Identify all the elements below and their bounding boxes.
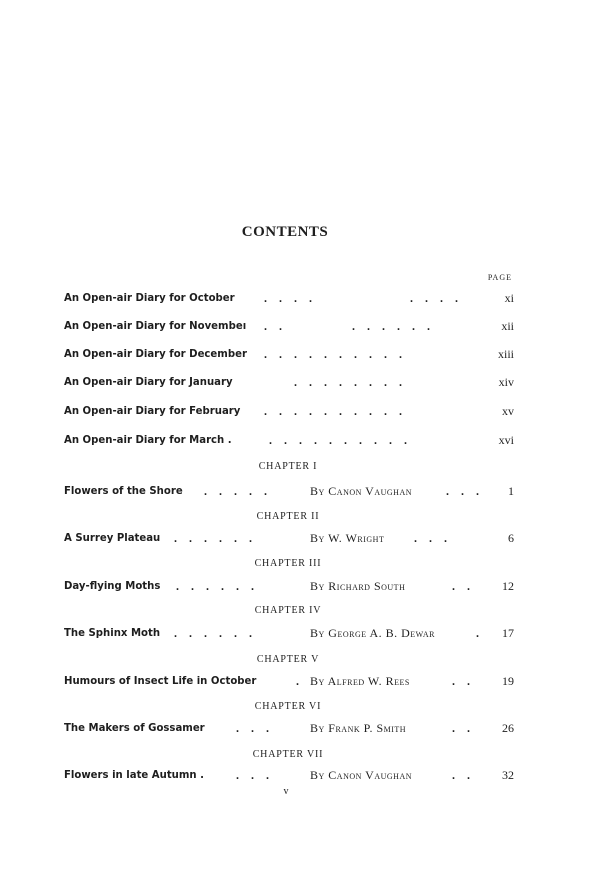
leader-dots: . .: [452, 768, 470, 782]
toc-entry-diary-march[interactable]: [64, 432, 514, 448]
toc-entry-chapter-2[interactable]: [64, 530, 514, 546]
entry-page: 19: [502, 674, 514, 688]
entry-page: xii: [501, 319, 514, 333]
entry-page: xiv: [498, 375, 514, 389]
entry-author: By Richard South: [310, 579, 406, 593]
leader-dots: .: [476, 626, 479, 640]
toc-entry-chapter-7[interactable]: [64, 767, 514, 783]
leader-dots: . .: [452, 579, 470, 593]
leader-dots: . . . . . .: [352, 319, 430, 333]
chapter-label: CHAPTER I: [258, 461, 318, 472]
toc-entry-diary-november[interactable]: [64, 318, 514, 334]
entry-title: An Open-air Diary for January: [64, 375, 233, 388]
leader-dots: . . . . . . . . . .: [269, 433, 407, 447]
toc-entry-chapter-6[interactable]: [64, 720, 514, 736]
leader-dots: . . . . . .: [174, 626, 252, 640]
leader-dots: . . . .: [410, 291, 458, 305]
chapter-label: CHAPTER VII: [252, 749, 324, 760]
chapter-label: CHAPTER VI: [254, 701, 322, 712]
entry-title: The Makers of Gossamer: [64, 721, 205, 734]
leader-dots: . . . . .: [204, 484, 267, 498]
entry-author: By George A. B. Dewar: [310, 626, 435, 640]
leader-dots: . . . . . .: [176, 579, 254, 593]
entry-page: 12: [502, 579, 514, 593]
chapter-label: CHAPTER IV: [254, 605, 322, 616]
page-column-label: PAGE: [487, 273, 512, 282]
entry-title: An Open-air Diary for December: [64, 347, 247, 360]
entry-author: By Canon Vaughan: [310, 484, 413, 498]
entry-author: By W. Wright: [310, 531, 385, 545]
entry-page: 6: [508, 531, 514, 545]
toc-entry-chapter-1[interactable]: [64, 483, 514, 499]
chapter-label: CHAPTER II: [256, 511, 320, 522]
entry-author: By Canon Vaughan: [310, 768, 413, 782]
leader-dots: . . . . . .: [174, 531, 252, 545]
leader-dots: .: [296, 674, 299, 688]
entry-title: An Open-air Diary for Novembeı: [64, 319, 247, 332]
toc-entry-chapter-4[interactable]: [64, 625, 514, 641]
leader-dots: . . . .: [264, 291, 312, 305]
entry-page: 32: [502, 768, 514, 782]
leader-dots: . . .: [414, 531, 447, 545]
entry-title: An Open-air Diary for October: [64, 291, 235, 304]
entry-author: By Frank P. Smith: [310, 721, 407, 735]
toc-entry-diary-october[interactable]: [64, 290, 514, 306]
leader-dots: . . .: [236, 768, 269, 782]
entry-title: An Open-air Diary for February: [64, 404, 241, 417]
page-title: CONTENTS: [241, 224, 329, 240]
entry-title: An Open-air Diary for March .: [64, 433, 232, 446]
toc-entry-chapter-3[interactable]: [64, 578, 514, 594]
leader-dots: . . . . . . . . . .: [264, 404, 402, 418]
entry-page: xi: [504, 291, 514, 305]
entry-page: 1: [508, 484, 514, 498]
leader-dots: . . . . . . . . . .: [264, 347, 402, 361]
entry-title: A Surrey Plateau: [64, 531, 161, 544]
entry-page: xiii: [497, 347, 514, 361]
entry-title: Humours of Insect Life in October: [64, 674, 257, 687]
entry-page: xvi: [498, 433, 514, 447]
leader-dots: . . . . . . . .: [294, 375, 402, 389]
leader-dots: . .: [452, 721, 470, 735]
chapter-label: CHAPTER V: [256, 654, 320, 665]
entry-page: 17: [502, 626, 514, 640]
chapter-label: CHAPTER III: [254, 558, 322, 569]
toc-entry-chapter-5[interactable]: [64, 673, 514, 689]
leader-dots: . . .: [446, 484, 479, 498]
leader-dots: . . .: [236, 721, 269, 735]
leader-dots: . .: [264, 319, 282, 333]
toc-entry-diary-january[interactable]: [64, 374, 514, 390]
entry-title: Flowers of the Shore: [64, 484, 183, 497]
entry-page: xv: [502, 404, 514, 418]
entry-title: Day-flying Moths: [64, 579, 161, 592]
entry-author: By Alfred W. Rees: [310, 674, 410, 688]
entry-title: The Sphinx Moth: [64, 626, 161, 639]
page-folio: v: [283, 786, 289, 797]
toc-entry-diary-december[interactable]: [64, 346, 514, 362]
entry-page: 26: [502, 721, 514, 735]
toc-entry-diary-february[interactable]: [64, 403, 514, 419]
entry-title: Flowers in late Autumn .: [64, 768, 205, 781]
leader-dots: . .: [452, 674, 470, 688]
